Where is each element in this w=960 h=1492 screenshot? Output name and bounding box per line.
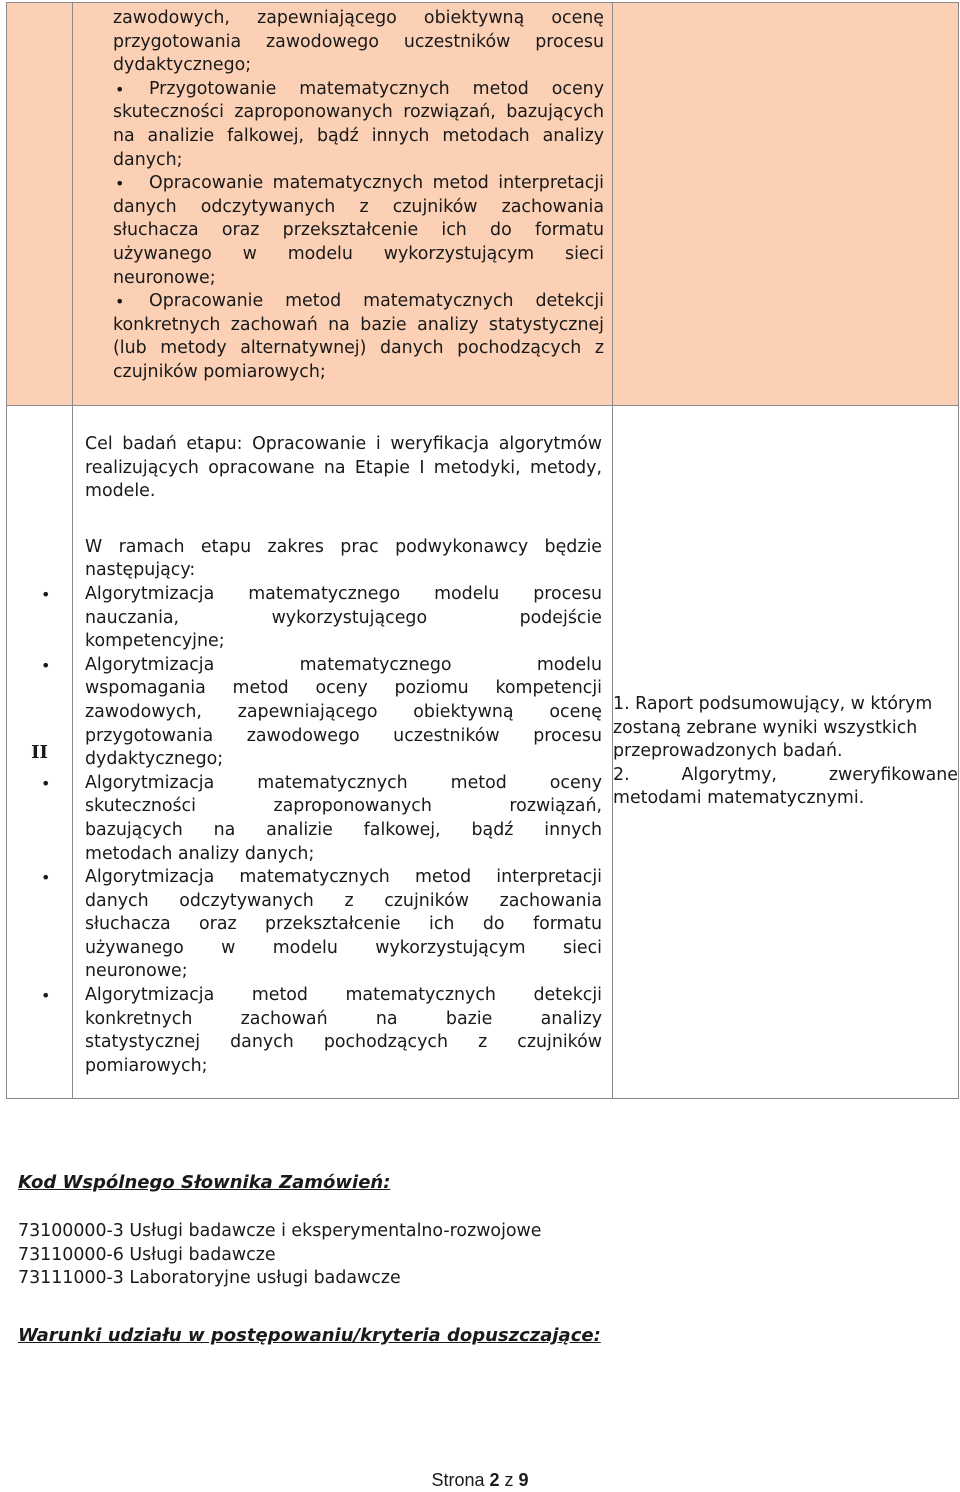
stage-number-cell <box>7 3 73 406</box>
intro-line: następujący: <box>85 560 196 581</box>
total-pages-number: 9 <box>518 1470 529 1490</box>
cpv-code-item: 73110000-6 Usługi badawcze <box>18 1244 276 1265</box>
stage-results-cell <box>613 3 959 406</box>
bullet-icon: • <box>41 986 51 1006</box>
goal-line: Cel badań etapu: Opracowanie i weryfikacja algorytmów <box>85 434 602 454</box>
bullet-icon: • <box>41 773 51 793</box>
bullet-icon: • <box>41 868 51 888</box>
scope-line: zawodowych, zapewniającego obiektywną ocenę <box>113 8 604 28</box>
scope-bullet-item: • Algorytmizacja matematycznego modelu wspomagania metod oceny poziomu kompetencji zawodowych, zapewniającego obiektywną ocenę przygotowania zawodowego uczestników procesu dydaktycznego; <box>41 654 602 770</box>
bullet-icon: • <box>115 79 125 99</box>
bullet-icon: • <box>115 174 125 194</box>
stage-scope-cell <box>73 3 613 406</box>
bullet-icon: • <box>41 655 51 675</box>
scope-line: przygotowania zawodowego uczestników procesu <box>113 31 604 52</box>
cpv-heading: Kod Wspólnego Słownika Zamówień: <box>18 1172 391 1193</box>
page-label: Strona <box>431 1470 485 1490</box>
cpv-code-list <box>18 1220 541 1291</box>
intro-line: W ramach etapu zakres prac podwykonawcy będzie <box>85 536 602 557</box>
bullet-icon: • <box>41 584 51 604</box>
scope-bullet-item: • Algorytmizacja metod matematycznych detekcji konkretnych zachowań na bazie analizy statystycznej danych pochodzących z czujników pomiarowych; <box>41 985 602 1076</box>
bullet-icon: • <box>115 292 125 312</box>
scope-bullet-item: • Algorytmizacja matematycznego modelu procesu nauczania, wykorzystującego podejście kompetencyjne; <box>41 583 602 652</box>
page-separator: z <box>504 1470 514 1490</box>
stage-number: II <box>7 406 73 1099</box>
goal-line: realizujących opracowane na Etapie I metodyki, metody, <box>85 457 602 478</box>
scope-bullet-item: • Przygotowanie matematycznych metod oceny skuteczności zaproponowanych rozwiązań, bazujących na analizie falkowej, bądź innych metodach analizy danych; <box>113 78 604 170</box>
stage-row-1-continued <box>7 3 959 406</box>
scope-bullet-item: • Algorytmizacja matematycznych metod oceny skuteczności zaproponowanych rozwiązań, bazujących na analizie falkowej, bądź innych metodach analizy danych; <box>41 772 602 864</box>
current-page-number: 2 <box>489 1470 500 1490</box>
stage-scope-cell <box>41 406 613 1099</box>
scope-bullet-item: • Opracowanie matematycznych metod interpretacji danych odczytywanych z czujników zachowania słuchacza oraz przekształcenie ich do formatu używanego w modelu wykorzystującym sieci neuronowe; <box>113 173 604 288</box>
goal-line: modele. <box>85 481 156 502</box>
cpv-code-item: 73100000-3 Usługi badawcze i eksperymentalno-rozwojowe <box>18 1221 542 1241</box>
result-item: 1. Raport podsumowujący, w którym zostaną zebrane wyniki wszystkich przeprowadzonych badań. <box>613 694 933 762</box>
scope-line: dydaktycznego; <box>113 55 252 76</box>
cpv-code-item: 73111000-3 Laboratoryjne usługi badawcze <box>18 1268 401 1289</box>
page-footer <box>0 1470 960 1491</box>
scope-bullet-item: • Opracowanie metod matematycznych detekcji konkretnych zachowań na bazie analizy statystycznej (lub metody alternatywnej) danych pochodzących z czujników pomiarowych; <box>113 291 604 382</box>
scope-bullet-item: • Algorytmizacja matematycznych metod interpretacji danych odczytywanych z czujników zachowania słuchacza oraz przekształcenie ich do formatu używanego w modelu wykorzystującym sieci neuronowe; <box>41 867 602 982</box>
stages-table <box>6 2 959 1099</box>
result-item: 2. Algorytmy, zweryfikowane metodami matematycznymi. <box>613 764 958 809</box>
conditions-heading: Warunki udziału w postępowaniu/kryteria dopuszczające: <box>18 1325 601 1346</box>
stage-row-2 <box>7 406 959 1099</box>
stage-results-cell <box>613 406 959 1099</box>
